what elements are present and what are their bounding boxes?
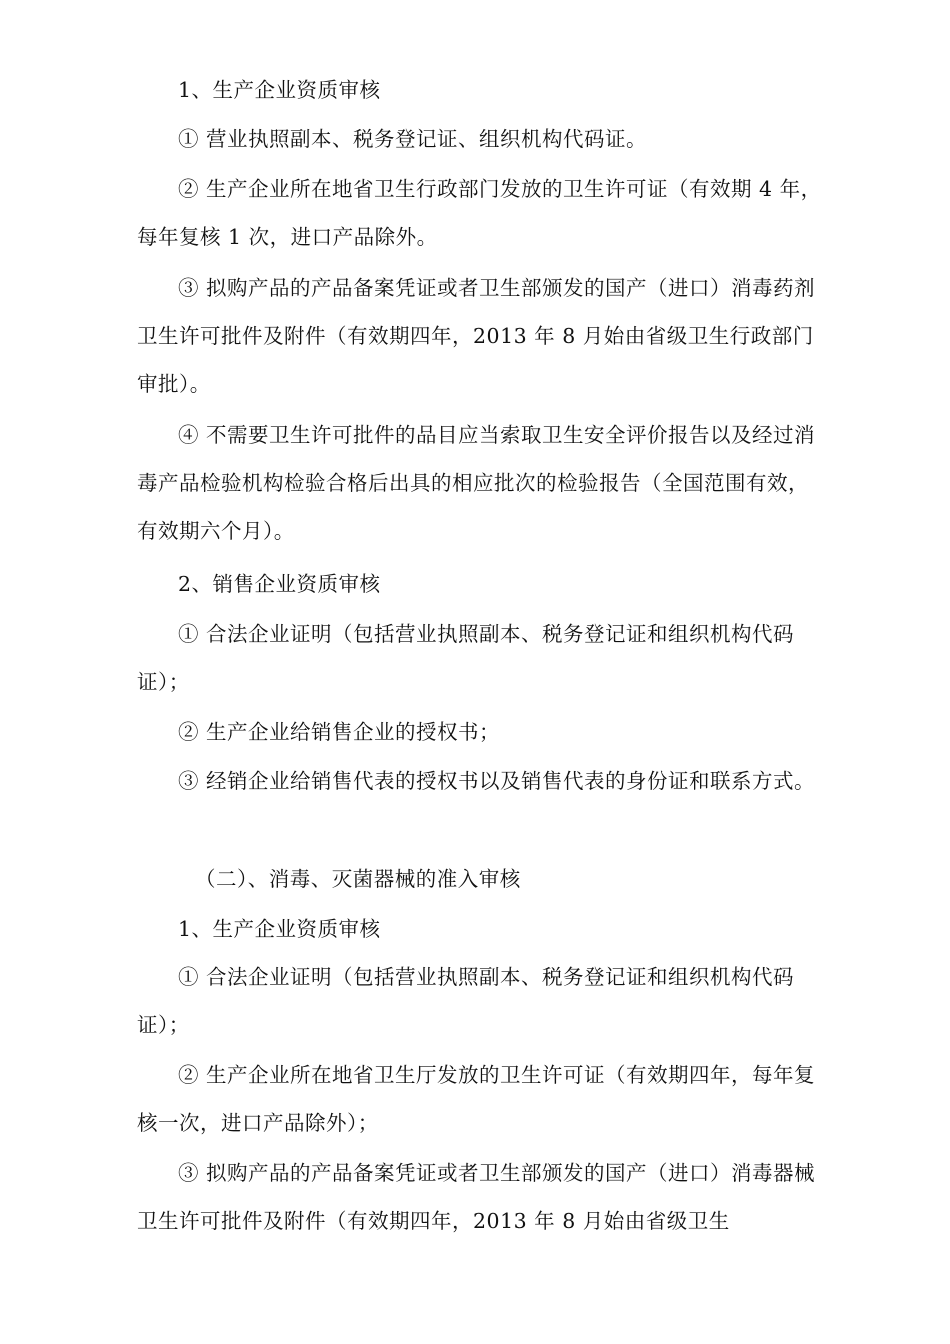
- section-heading-equipment-review: （二）、消毒、灭菌器械的准入审核: [195, 867, 521, 891]
- paragraph-safety-evaluation: ④ 不需要卫生许可批件的品目应当索取卫生安全评价报告以及经过消毒产品检验机构检验合格后出具的相应批次的检验报告（全国范围有效，有效期六个月）。: [137, 423, 816, 543]
- paragraph-sales-rep-authorization: ③ 经销企业给销售代表的授权书以及销售代表的身份证和联系方式。: [178, 769, 816, 793]
- paragraph-legal-enterprise-proof-2: ① 合法企业证明（包括营业执照副本、税务登记证和组织机构代码证）；: [137, 965, 795, 1037]
- paragraph-product-filing-equipment: ③ 拟购产品的产品备案凭证或者卫生部颁发的国产（进口）消毒器械卫生许可批件及附件（有效期四年，2013 年 8 月始由省级卫生: [137, 1161, 816, 1233]
- section-heading-sales-qualification: 2、销售企业资质审核: [178, 572, 381, 596]
- paragraph-health-permit-2: ② 生产企业所在地省卫生厅发放的卫生许可证（有效期四年，每年复核一次，进口产品除外）；: [137, 1063, 816, 1135]
- section-heading-production-qualification-2: 1、生产企业资质审核: [178, 917, 381, 941]
- section-heading-production-qualification: 1、生产企业资质审核: [178, 78, 381, 102]
- paragraph-legal-enterprise-proof: ① 合法企业证明（包括营业执照副本、税务登记证和组织机构代码证）；: [137, 622, 795, 694]
- paragraph-health-permit: ② 生产企业所在地省卫生行政部门发放的卫生许可证（有效期 4 年，每年复核 1 次，进口产品除外。: [137, 177, 822, 249]
- paragraph-business-license: ① 营业执照副本、税务登记证、组织机构代码证。: [178, 127, 648, 151]
- paragraph-product-filing-disinfectant: ③ 拟购产品的产品备案凭证或者卫生部颁发的国产（进口）消毒药剂卫生许可批件及附件（有效期四年，2013 年 8 月始由省级卫生行政部门审批）。: [137, 276, 816, 396]
- paragraph-authorization-letter: ② 生产企业给销售企业的授权书；: [178, 720, 501, 744]
